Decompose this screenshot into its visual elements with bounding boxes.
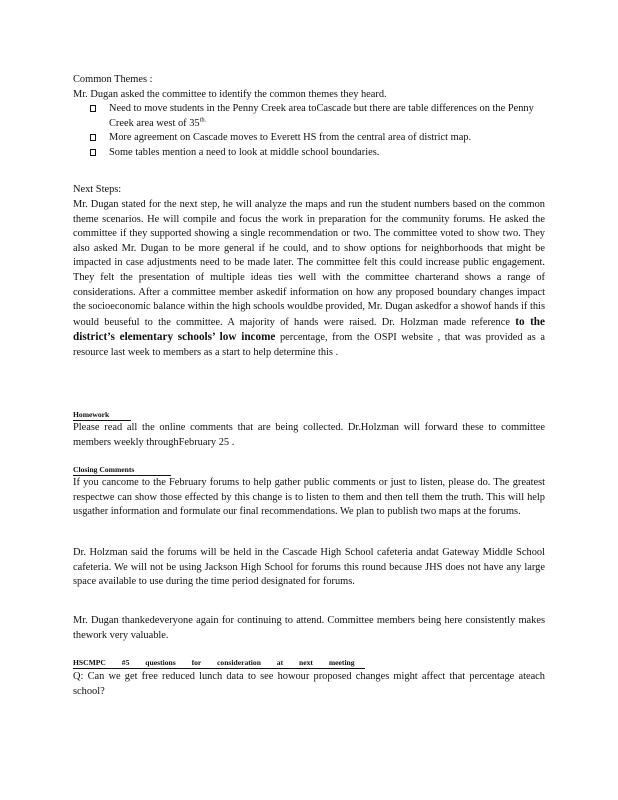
common-themes-heading: Common Themes : xyxy=(73,74,153,85)
next-steps-emphasis: to the district’s elementary schools’ low income xyxy=(73,315,545,344)
list-item-text: Need to move students in the Penny Creek area toCascade but there are table differences on the Penny Creek area west of 35 xyxy=(109,103,534,129)
closing-paragraph-3: Mr. Dugan thankedeveryone again for continuing to attend. Committee members being here consistently makes thework very valuable. xyxy=(73,615,545,641)
next-steps-body xyxy=(73,198,545,361)
list-item xyxy=(88,102,548,131)
questions-body: Q: Can we get free reduced lunch data to see howour proposed changes might affect that percentage ateach school? xyxy=(73,671,545,697)
checkbox-bullet-icon xyxy=(90,105,96,112)
closing-paragraph-2: Dr. Holzman said the forums will be held in the Cascade High School cafeteria andat Gateway Middle School cafeteria. We will not be using Jackson High School for forums this round because JHS does not have any large space available to use during the time period designated for forums. xyxy=(73,547,545,588)
list-item-text: Some tables mention a need to look at middle school boundaries. xyxy=(109,146,380,158)
common-themes-intro: Mr. Dugan asked the committee to identify the common themes they heard. xyxy=(73,89,387,100)
closing-paragraph-1: If you cancome to the February forums to help gather public comments or just to listen, please do. The greatest respectwe can show those effected by this change is to listen to them and then tell them the truth. This will help usgather information and formulate our final recommendations. We plan to publish two maps at the forums. xyxy=(73,477,545,518)
homework-body: Please read all the online comments that are being collected. Dr.Holzman will forward these to committee members weekly throughFebruary 25 . xyxy=(73,422,545,448)
next-steps-text-end: percentage, from the OSPI website , that was provided as a resource last week to members as a start to help determine this . xyxy=(73,332,545,358)
closing-comments-heading: Closing Comments xyxy=(73,465,171,476)
questions-heading: HSCMPC #5 questions for consideration at next meeting xyxy=(73,658,365,669)
checkbox-bullet-icon xyxy=(90,149,96,156)
next-steps-heading: Next Steps: xyxy=(73,184,122,195)
next-steps-text: Mr. Dugan stated for the next step, he will analyze the maps and run the student numbers based on the common theme scenarios. He will compile and focus the work in preparation for the community forums. He asked the committee if they supported showing a single recommendation or two. The committee voted to show two. They also asked Mr. Dugan to be more general if he could, and to show options for neighborhoods that might be impacted in case adjustments need to be made later. The committee felt this could increase public engagement. They felt the presentation of multiple ideas ties well with the committee charterand shows a range of considerations. After a committee member askedif information on how any proposed boundary changes impact the socioeconomic balance within the high schools wouldbe provided, Mr. Dugan askedfor a showof hands if this would beuseful to the committee. A majority of hands were raised. Dr. Holzman made reference xyxy=(73,199,545,328)
common-themes-list xyxy=(88,102,548,160)
homework-heading: Homework xyxy=(73,410,131,421)
list-item xyxy=(88,131,548,146)
list-item xyxy=(88,146,548,161)
list-item-text: More agreement on Cascade moves to Everett HS from the central area of district map. xyxy=(109,132,472,144)
checkbox-bullet-icon xyxy=(90,134,96,141)
list-item-superscript: th. xyxy=(199,116,207,124)
